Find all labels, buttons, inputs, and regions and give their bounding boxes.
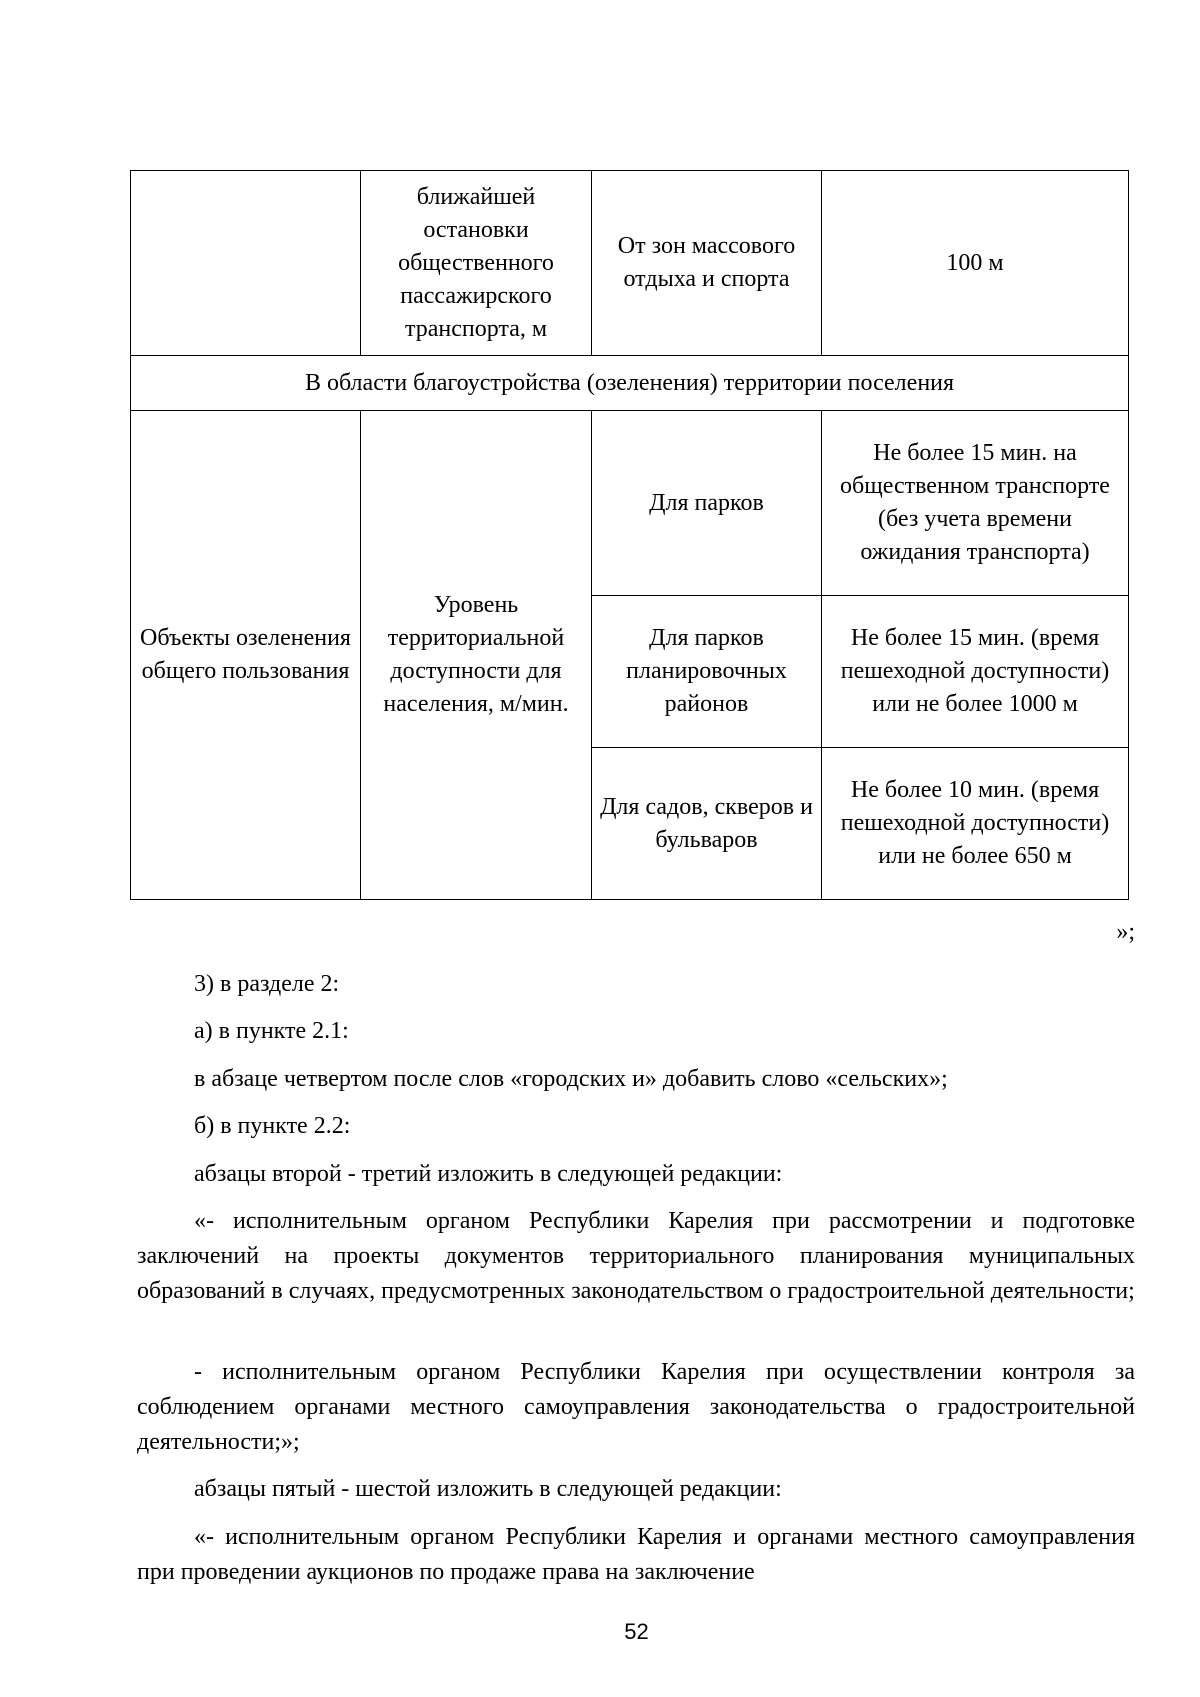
paragraph: абзацы пятый - шестой изложить в следующей редакции: (194, 1476, 782, 1502)
table-cell-condition: Для садов, скверов и бульваров (592, 748, 822, 900)
paragraph: в абзаце четвертом после слов «городских и» добавить слово «сельских»; (194, 1066, 948, 1092)
page-number: 52 (624, 1619, 649, 1644)
paragraph: «- исполнительным органом Республики Карелия при рассмотрении и подготовке заключений на проекты документов территориального планирования муниципальных образований в случаях, предусмотренных законодательством о градостроительной деятельности; (137, 1208, 1135, 1304)
paragraph: - исполнительным органом Республики Карелия при осуществлении контроля за соблюдением органами местного самоуправления законодательства о градостроительной деятельности;»; (137, 1359, 1135, 1455)
table-cell-condition: От зон массового отдыха и спорта (592, 171, 822, 356)
section-title: В области благоустройства (озеленения) территории поселения (131, 356, 1129, 411)
table-cell-indicator: ближайшей остановки общественного пассажирского транспорта, м (361, 171, 592, 356)
table-cell-condition: Для парков (592, 411, 822, 596)
norms-table (130, 170, 1129, 900)
table-cell-object: Объекты озеленения общего пользования (131, 411, 361, 900)
table-row (131, 171, 1129, 356)
table-cell-indicator: Уровень территориальной доступности для населения, м/мин. (361, 411, 592, 900)
table-cell-value: 100 м (822, 171, 1129, 356)
paragraph: 3) в разделе 2: (194, 971, 340, 997)
table-row (131, 411, 1129, 596)
table-cell-value: Не более 15 мин. на общественном транспорте (без учета времени ожидания транспорта) (822, 411, 1129, 596)
paragraph: б) в пункте 2.2: (194, 1113, 351, 1139)
paragraph: абзацы второй - третий изложить в следующей редакции: (194, 1161, 783, 1187)
table-cell-empty (131, 171, 361, 356)
table-cell-condition: Для парков планировочных районов (592, 596, 822, 748)
table-cell-value: Не более 15 мин. (время пешеходной доступности) или не более 1000 м (822, 596, 1129, 748)
closing-quote: »; (1116, 919, 1135, 945)
paragraph: «- исполнительным органом Республики Карелия и органами местного самоуправления при проведении аукционов по продаже права на заключение (137, 1524, 1135, 1585)
table-section-row (131, 356, 1129, 411)
paragraph: а) в пункте 2.1: (194, 1018, 349, 1044)
table-cell-value: Не более 10 мин. (время пешеходной доступности) или не более 650 м (822, 748, 1129, 900)
